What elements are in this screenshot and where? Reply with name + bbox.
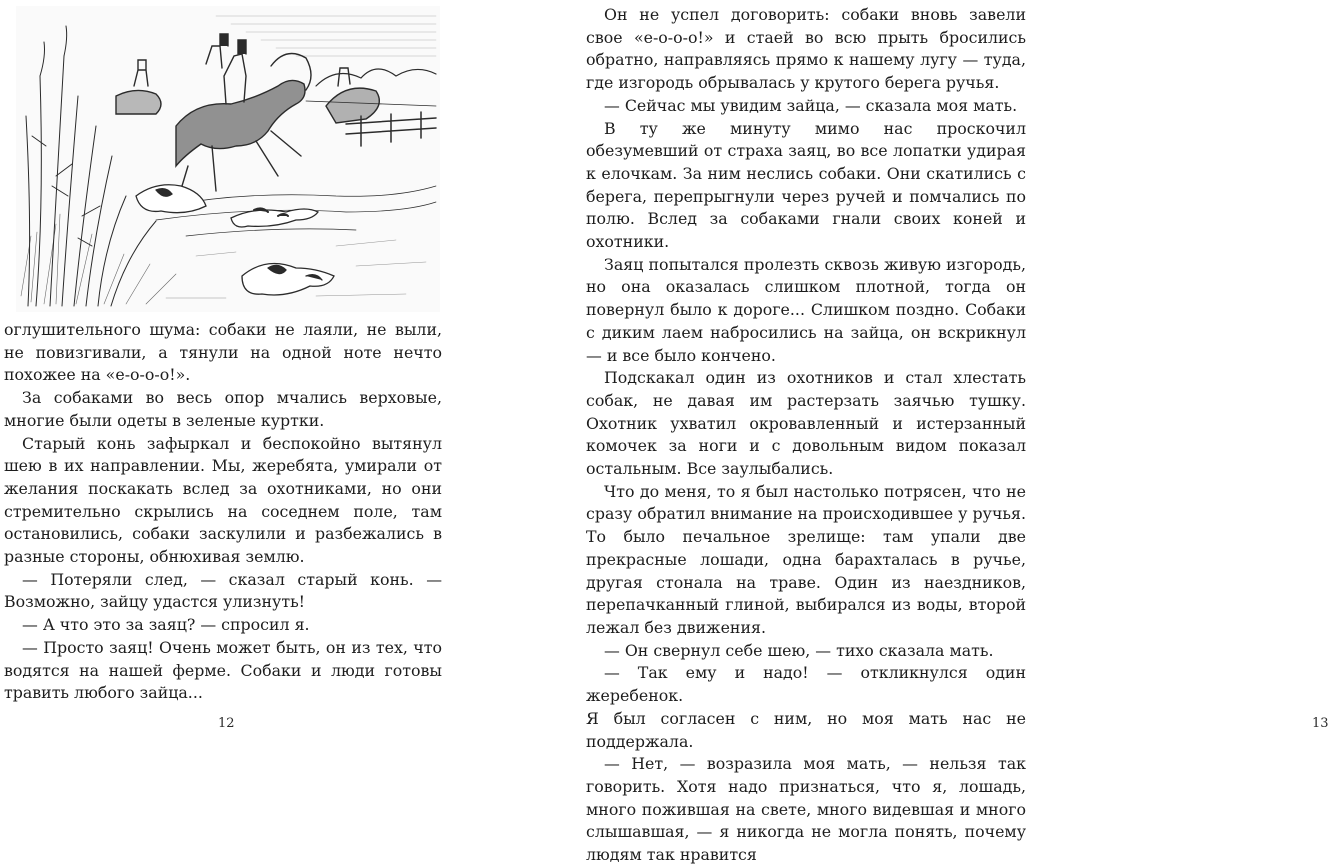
hunt-illustration [16, 6, 440, 312]
page-number-left: 12 [218, 716, 235, 731]
paragraph: оглушительного шума: собаки не лаяли, не выли, не повизгивали, а тянули на одной ноте нечто похожее на «е-о-о-о!». [4, 320, 442, 385]
paragraph: — Нет, — возразила моя мать, — нельзя так говорить. Хотя надо признаться, что я, лошадь, много пожившая на свете, много видевшая и много слышавшая, — я никогда не могла понять, почему людям так нравится [586, 754, 1026, 865]
page-number-right: 13 [1312, 716, 1329, 731]
paragraph: — А что это за заяц? — спросил я. [22, 615, 310, 635]
left-page-text [4, 319, 442, 705]
paragraph: Старый конь зафыркал и беспокойно вытянул шею в их направлении. Мы, жеребята, умирали от желания поскакать вслед за охотниками, но они стремительно скрылись на соседнем поле, там остановились, собаки заскулили и разбежались в разные стороны, обнюхивая землю. [4, 433, 442, 567]
fox-hunt-engraving-icon [16, 6, 440, 312]
paragraph: — Просто заяц! Очень может быть, он из тех, что водятся на нашей ферме. Собаки и люди готовы травить любого зайца... [4, 637, 442, 703]
paragraph: За собаками во весь опор мчались верховые, многие были одеты в зеленые куртки. [4, 388, 442, 430]
paragraph: Подскакал один из охотников и стал хлестать собак, не давая им растерзать заячью тушку. Охотник ухватил окровавленный и истерзанный комочек за ноги и с довольным видом показал остальным. Все заулыбались. [586, 368, 1026, 479]
paragraph: Я был согласен с ним, но моя мать нас не поддержала. [586, 708, 1026, 751]
paragraph: Заяц попытался пролезть сквозь живую изгородь, но она оказалась слишком плотной, тогда он повернул было к дороге... Слишком поздно. Собаки с диким лаем набросились на зайца, он вскрикнул — и все было кончено. [586, 254, 1026, 365]
right-page-text [586, 4, 1026, 867]
paragraph: В ту же минуту мимо нас проскочил обезумевший от страха заяц, во все лопатки удирая к елочкам. За ним неслись собаки. Они скатились с берега, перепрыгнули через ручей и помчались по полю. Вслед за собаками гнали своих коней и охотники. [586, 118, 1026, 252]
right-page [516, 0, 1329, 865]
paragraph: Он не успел договорить: собаки вновь завели свое «е-о-о-о!» и стаей во всю прыть бросились обратно, направляясь прямо к нашему лугу — туда, где изгородь обрывалась у крутого берега ручья. [586, 5, 1026, 93]
left-page [0, 0, 516, 744]
paragraph: — Потеряли след, — сказал старый конь. — Возможно, зайцу удастся улизнуть! [4, 569, 442, 612]
paragraph: — Так ему и надо! — откликнулся один жеребенок. [586, 663, 1026, 706]
paragraph: — Он свернул себе шею, — тихо сказала мать. [604, 640, 994, 660]
paragraph: Что до меня, то я был настолько потрясен, что не сразу обратил внимание на происходившее у ручья. То было печальное зрелище: там упали две прекрасные лошади, одна барахталась в ручье, другая стонала на траве. Один из наездников, перепачканный глиной, выбирался из воды, второй лежал без движения. [586, 481, 1026, 637]
paragraph: — Сейчас мы увидим зайца, — сказала моя мать. [604, 95, 1018, 115]
